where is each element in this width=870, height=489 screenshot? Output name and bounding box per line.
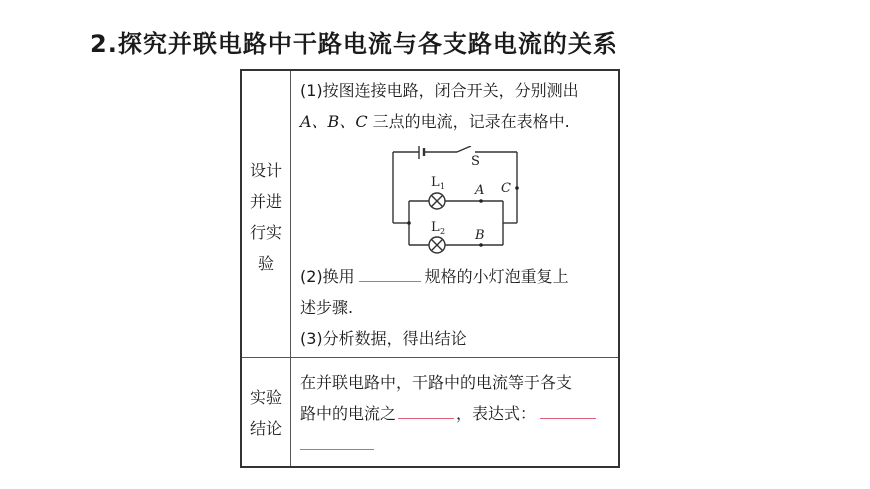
point-c-label: C — [501, 181, 511, 196]
point-b-dot — [479, 243, 483, 247]
blank-spec[interactable] — [359, 263, 421, 282]
label-line: 结论 — [249, 419, 282, 438]
label-line: 验 — [257, 254, 274, 273]
switch-blade — [457, 146, 471, 152]
lamp2-label: L — [431, 220, 440, 235]
blank-expression-cont[interactable] — [300, 431, 374, 450]
point-a-label: A — [475, 183, 485, 198]
label-line: 实验 — [249, 388, 282, 407]
experiment-table — [240, 69, 620, 468]
step1-line1: (1)按图连接电路，闭合开关，分别测出 — [300, 81, 579, 100]
step2-line1 — [300, 261, 569, 292]
point-b-label: B — [475, 228, 485, 243]
step1-line2 — [300, 106, 570, 137]
lamp1-label: L — [431, 175, 440, 190]
conclusion-row-label — [242, 382, 290, 444]
step2-line2: 述步骤. — [300, 298, 354, 317]
circuit-diagram — [387, 146, 527, 258]
conclusion-mid: ，表达式： — [456, 404, 537, 423]
step3-line: (3)分析数据，得出结论 — [300, 329, 467, 348]
conclusion-line3 — [300, 429, 374, 460]
question-title: 2.探究并联电路中干路电流与各支路电流的关系 — [90, 30, 618, 58]
conclusion-line2 — [300, 398, 596, 429]
lamp2-subscript: 2 — [440, 227, 446, 236]
conclusion-line1: 在并联电路中，干路中的电流等于各支 — [300, 373, 573, 392]
label-line: 设计 — [249, 161, 282, 180]
point-list: A、B、C — [300, 112, 368, 131]
point-a-dot — [479, 199, 483, 203]
step2-prefix: (2)换用 — [300, 267, 355, 286]
row-divider — [242, 357, 618, 358]
label-line: 行实 — [249, 223, 282, 242]
blank-relation[interactable] — [398, 400, 454, 419]
blank-expression[interactable] — [540, 400, 596, 419]
switch-label: S — [471, 154, 480, 169]
lamp1-subscript: 1 — [440, 182, 446, 191]
step1-tail: 三点的电流，记录在表格中. — [367, 112, 570, 131]
label-line: 并进 — [249, 192, 282, 211]
junction-dot — [407, 221, 411, 225]
design-row-label — [242, 155, 290, 279]
point-c-dot — [515, 186, 519, 190]
column-divider — [290, 71, 291, 466]
step2-suffix: 规格的小灯泡重复上 — [424, 267, 569, 286]
conclusion-prefix: 路中的电流之 — [300, 404, 397, 423]
